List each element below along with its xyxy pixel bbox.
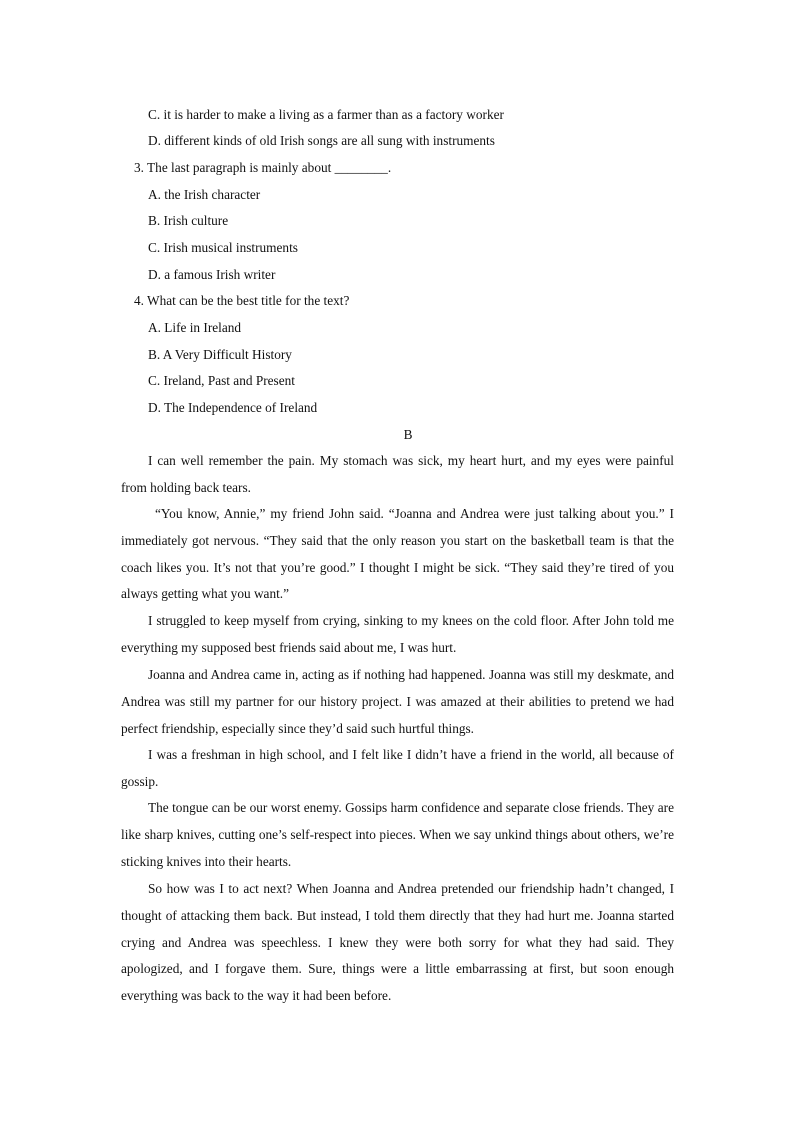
- passage-paragraph: The tongue can be our worst enemy. Gossips harm confidence and separate close friends. They are like sharp knives, cutting one’s self-respect into pieces. When we say unkind things about others, we’re sticking knives into their hearts.: [121, 800, 674, 869]
- q3-option-b: B. Irish culture: [148, 213, 229, 228]
- section-heading: B: [403, 427, 413, 442]
- q3-option-d: D. a famous Irish writer: [148, 267, 276, 282]
- q2-option-d: D. different kinds of old Irish songs are all sung with instruments: [148, 133, 495, 148]
- q4-option-d: D. The Independence of Ireland: [148, 400, 318, 415]
- passage-paragraph: I was a freshman in high school, and I felt like I didn’t have a friend in the world, all because of gossip.: [121, 747, 674, 789]
- passage-paragraph: So how was I to act next? When Joanna and Andrea pretended our friendship hadn’t changed, I thought of attacking them back. But instead, I told them directly that they had hurt me. Joanna started crying and Andrea was speechless. I knew they were both sorry for what they had said. They apologized, and I forgave them. Sure, things were a little embarrassing at first, but soon enough everything was back to the way it had been before.: [121, 881, 674, 1004]
- passage-paragraph: Joanna and Andrea came in, acting as if nothing had happened. Joanna was still my deskmate, and Andrea was still my partner for our history project. I was amazed at their abilities to pretend we had perfect friendship, especially since they’d said such hurtful things.: [121, 667, 674, 736]
- q3-stem: 3. The last paragraph is mainly about ________.: [134, 160, 392, 175]
- q2-option-c: C. it is harder to make a living as a farmer than as a factory worker: [148, 107, 504, 122]
- q4-option-a: A. Life in Ireland: [148, 320, 242, 335]
- passage-paragraph: “You know, Annie,” my friend John said. “Joanna and Andrea were just talking about you.” I immediately got nervous. “They said that the only reason you start on the basketball team is that the coach likes you. It’s not that you’re good.” I thought I might be sick. “They said they’re tired of you always getting what you want.”: [121, 506, 674, 602]
- q4-option-b: B. A Very Difficult History: [148, 347, 292, 362]
- passage-paragraph: I can well remember the pain. My stomach was sick, my heart hurt, and my eyes were painful from holding back tears.: [121, 453, 674, 495]
- q4-stem: 4. What can be the best title for the text?: [134, 293, 350, 308]
- q3-option-c: C. Irish musical instruments: [148, 240, 298, 255]
- q3-option-a: A. the Irish character: [148, 187, 261, 202]
- q4-option-c: C. Ireland, Past and Present: [148, 373, 295, 388]
- passage-paragraph: I struggled to keep myself from crying, sinking to my knees on the cold floor. After John told me everything my supposed best friends said about me, I was hurt.: [121, 613, 674, 655]
